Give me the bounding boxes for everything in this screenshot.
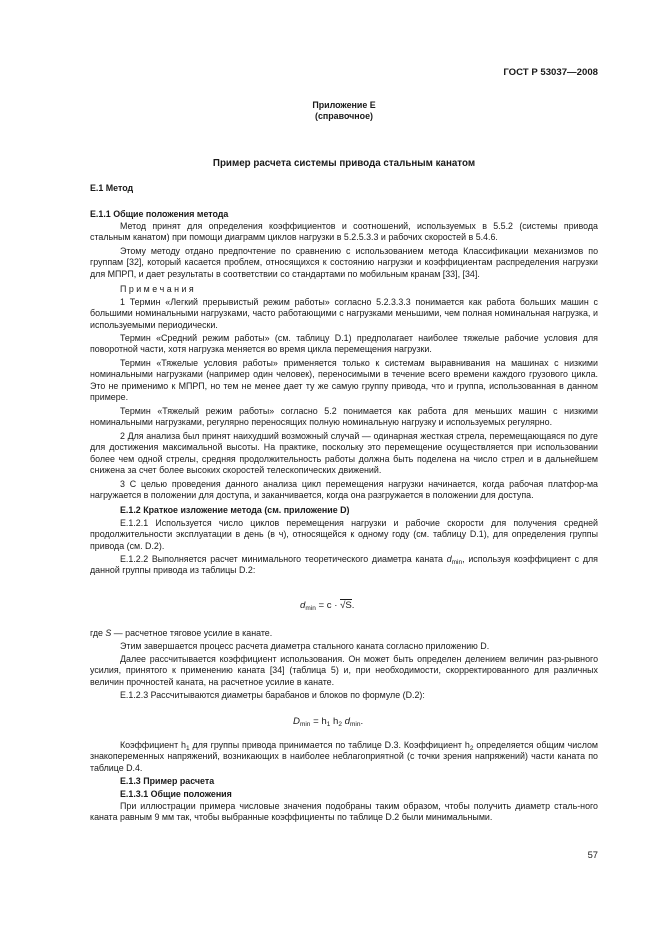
paragraph-e123: Е.1.2.3 Рассчитываются диаметры барабанов и блоков по формуле (D.2):	[120, 690, 425, 700]
paragraph-h-coefficients: Коэффициент $h_1$ для группы привода принимается по таблице D.3. Коэффициент $h_2$ определяется общим числом знакопеременных напряжений, возникающих в наиболее неблагоприятной (с точки зрения напряжений) части каната по таблице D.4.	[90, 740, 599, 773]
appendix-title: Приложение Е	[312, 100, 376, 110]
where-s-line: где S — расчетное тяговое усилие в канате.	[90, 628, 273, 638]
document-code: ГОСТ Р 53037—2008	[503, 67, 598, 78]
paragraph-complete: Этим завершается процесс расчета диаметра стального каната согласно приложению D.	[120, 641, 490, 651]
note-2: 2 Для анализа был принят наихудший возможный случай — одинарная жесткая стрела, перемещающаяся по дуге для достижения максимальной высоты. На практике, поскольку это перемещение осуществляется при использовании более чем одной стрелы, средняя продолжительность работы должна быть поделена на число стрел и в дальнейшем снижена за счет более высоких скоростей телескопических движений.	[90, 431, 598, 476]
formula-Dmin: $D_{min} = h_1$ $h_2$ $d_{min}$.	[293, 716, 364, 728]
square-root-icon: √S	[340, 600, 352, 611]
paragraph-e121: Е.1.2.1 Используется число циклов перемещения нагрузки и рабочие скорости для получения средней продолжительности эксплуатации в день (в ч), относящейся к одному году (см. таблицу D.1), для определения группы привода (см. D.2).	[90, 518, 598, 551]
paragraph-e11-1: Метод принят для определения коэффициентов и соотношений, используемых в 5.5.2 (системы привода стальным канатом) при помощи диаграмм циклов нагрузки в 5.2.5.3.3 и рабочих скоростей в 5.4.6.	[90, 221, 598, 243]
paragraph-e122: Е.1.2.2 Выполняется расчет минимального теоретического диаметра каната $d_{min}$, используя коэффициент с для данной группы привода из таблицы D.2:	[90, 554, 598, 576]
notes-label: П р и м е ч а н и я	[120, 284, 194, 294]
note-1b: Термин «Средний режим работы» (см. таблицу D.1) предполагает наиболее тяжелые рабочие условия для поворотной части, хотя нагрузка меняется во время цикла перемещения нагрузки.	[90, 333, 598, 355]
appendix-heading: Пример расчета системы привода стальным канатом	[212, 158, 476, 169]
section-e131: Е.1.3.1 Общие положения	[120, 789, 232, 799]
section-e12: Е.1.2 Краткое изложение метода (см. приложение D)	[120, 505, 350, 515]
paragraph-coefficient: Далее рассчитывается коэффициент использования. Он может быть определен делением величин раз-рывного усилия, принятого к применению каната [34] (таблица 5) и, при необходимости, скорректированного для различных величин прочностей каната, на расчетное усилие в канате.	[90, 654, 598, 687]
formula-dmin: $d_{min} = с \cdot √S$.	[300, 600, 355, 612]
section-e11: Е.1.1 Общие положения метода	[90, 209, 229, 219]
appendix-type: (справочное)	[315, 111, 373, 122]
note-1c: Термин «Тяжелые условия работы» применяется только к системам выравнивания на машинах с низкими номинальными нагрузками (например один человек), переносимыми в течение всего времени каждого грузового цикла. Это не применимо к МПРП, но тем не менее дает ту же самую группу привода, что и группа, использованная в данном примере.	[90, 358, 598, 403]
section-e1: Е.1 Метод	[90, 183, 134, 193]
page-number: 57	[587, 849, 598, 860]
note-1d: Термин «Тяжелый режим работы» согласно 5.2 понимается как работа для меньших машин с низкими номинальными нагрузками, регулярно переносящих полную номинальную нагрузку и используемых регулярно.	[90, 406, 598, 428]
paragraph-e131: При иллюстрации примера числовые значения подобраны таким образом, чтобы получить диаметр сталь-ного каната равным 9 мм так, чтобы выбранные коэффициенты по таблице D.2 были минимальными.	[90, 801, 598, 823]
note-3: 3 С целью проведения данного анализа цикл перемещения нагрузки начинается, когда рабочая платфор-ма нагружается в положении для доступа, и заканчивается, когда она разгружается в положении для доступа.	[90, 479, 598, 501]
section-e13: Е.1.3 Пример расчета	[120, 776, 215, 786]
paragraph-e11-2: Этому методу отдано предпочтение по сравнению с использованием метода Классификации механизмов по группам [32], который касается проблем, относящихся к состоянию нагрузки и коэффициентам распределения нагрузки для МПРП, и дает результаты в соответствии со стандартами по мобильным кранам [33], [34].	[90, 246, 598, 279]
appendix-title-block	[90, 100, 598, 123]
note-1a: 1 Термин «Легкий прерывистый режим работы» согласно 5.2.3.3.3 понимается как работа больших машин с большими номинальными нагрузками, часто работающими с нагрузками меньшими, чем полная номинальная нагрузка, и используемыми периодически.	[90, 297, 598, 330]
